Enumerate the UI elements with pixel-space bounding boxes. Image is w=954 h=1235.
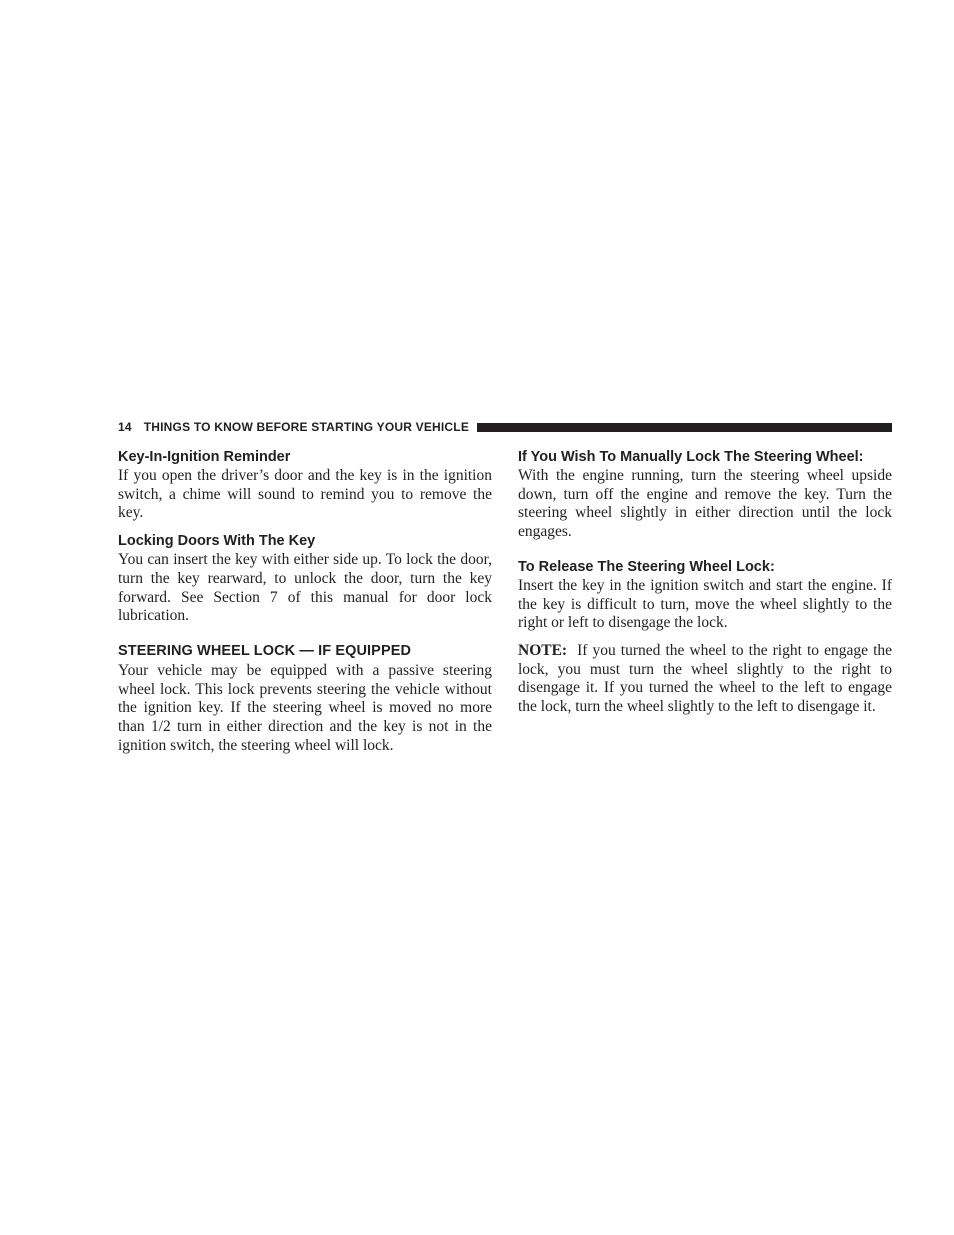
steering-lock-text: Your vehicle may be equipped with a passive steering wheel lock. This lock prevents steering the vehicle without the ignition key. If the steering wheel is moved no more than 1/2 turn in either direction and the key is not in the ignition switch, the steering wheel will lock. [118,661,492,754]
locking-doors-heading: Locking Doors With The Key [118,533,316,550]
key-reminder-heading: Key-In-Ignition Reminder [118,449,291,465]
note-label: NOTE: [518,641,568,659]
header-rule [477,423,892,432]
section-title: THINGS TO KNOW BEFORE STARTING YOUR VEHICLE [143,420,470,434]
manual-lock-heading: If You Wish To Manually Lock The Steering Wheel: [518,449,864,465]
page-header [118,418,892,436]
left-column [118,448,492,755]
locking-doors-text: You can insert the key with either side up. To lock the door, turn the key rearward, to unlock the door, turn the key forward. See Section 7 of this manual for door lock lubrication. [118,551,492,625]
note-text: If you turned the wheel to the right to engage the lock, you must turn the wheel slightly to the right to disengage it. If you turned the wheel to the left to engage the lock, turn the wheel slightly to the left to disengage it. [518,641,892,716]
note-paragraph [518,642,892,717]
steering-lock-heading: STEERING WHEEL LOCK — IF EQUIPPED [118,642,412,659]
right-column [518,448,892,717]
page-number: 14 [118,420,132,434]
key-reminder-text: If you open the driver’s door and the key is in the ignition switch, a chime will sound to remind you to remove the key. [118,467,492,522]
manual-lock-text: With the engine running, turn the steering wheel upside down, turn off the engine and remove the key. Turn the steering wheel slightly in either direction until the lock engages. [518,467,892,541]
release-lock-heading: To Release The Steering Wheel Lock: [518,558,775,575]
release-lock-text: Insert the key in the ignition switch and start the engine. If the key is difficult to turn, move the wheel slightly to the right or left to disengage the lock. [518,576,892,632]
